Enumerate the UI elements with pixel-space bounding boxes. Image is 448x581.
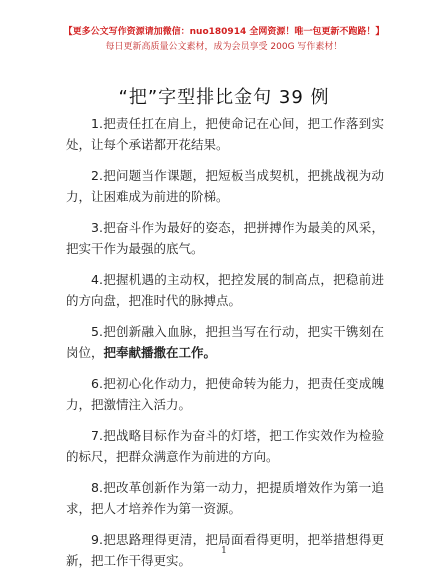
promo-banner-line-1: 【更多公文写作资源请加微信：nuo180914 全网资源！唯一包更新不跑路！】: [63, 27, 385, 37]
item-text: 把思路理得更清，把局面看得更明，把举措想得更新，把工作干得更实。: [66, 532, 384, 568]
list-item: [66, 477, 384, 519]
document-title: “把”字型排比金句 39 例: [118, 87, 330, 108]
item-number: 8.: [91, 480, 103, 495]
item-number: 6.: [91, 376, 103, 391]
list-item: [66, 269, 384, 311]
item-text: 把奋斗作为最好的姿态，把拼搏作为最美的风采，把实干作为最强的底气。: [66, 220, 384, 256]
list-item: [66, 321, 384, 363]
item-number: 9.: [91, 532, 103, 547]
item-number: 7.: [91, 428, 103, 443]
list-item: [66, 373, 384, 415]
item-text: 把握机遇的主动权，把控发展的制高点，把稳前进的方向盘，把准时代的脉搏点。: [66, 272, 384, 308]
item-number: 4.: [91, 272, 103, 287]
document-body: [66, 113, 384, 581]
promo-banner-line-2: 每日更新高质量公文素材，成为会员享受 200G 写作素材！: [105, 42, 343, 52]
item-text: 把问题当作课题，把短板当成契机，把挑战视为动力，让困难成为前进的阶梯。: [66, 168, 384, 204]
list-item: [66, 217, 384, 259]
item-number: 5.: [91, 324, 103, 339]
item-text: 把责任扛在肩上，把使命记在心间，把工作落到实处，让每个承诺都开花结果。: [66, 116, 384, 152]
item-text: 把战略目标作为奋斗的灯塔，把工作实效作为检验的标尺，把群众满意作为前进的方向。: [66, 428, 384, 464]
item-number: 3.: [91, 220, 103, 235]
page-number: 1: [221, 546, 227, 556]
list-item: [66, 165, 384, 207]
list-item: [66, 425, 384, 467]
item-number: 1.: [91, 116, 103, 131]
item-text: 把创新融入血脉，把担当写在行动，把实干镌刻在岗位，: [66, 324, 384, 360]
list-item: [66, 113, 384, 155]
item-bold-text: 把奉献播撒在工作。: [103, 345, 217, 360]
item-number: 2.: [91, 168, 103, 183]
promo-banner: [0, 26, 448, 53]
item-text: 把初心化作动力，把使命转为能力，把责任变成魄力，把激情注入活力。: [66, 376, 384, 412]
item-text: 把改革创新作为第一动力，把提质增效作为第一追求，把人才培养作为第一资源。: [66, 480, 384, 516]
